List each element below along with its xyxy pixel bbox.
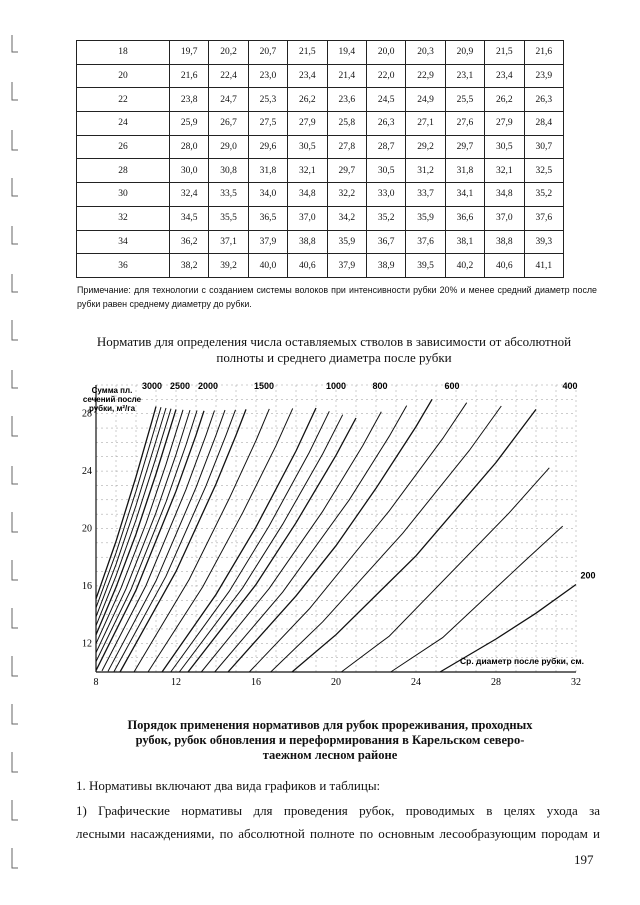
table-cell: 24,9 (406, 88, 445, 112)
table-cell: 29,2 (406, 135, 445, 159)
table-cell: 41,1 (524, 254, 563, 278)
table-row-header: 22 (77, 88, 170, 112)
table-cell: 30,5 (288, 135, 327, 159)
y-axis-label: Сумма пл. сечений после рубки, м²/га (82, 386, 142, 413)
table-cell: 38,8 (485, 230, 524, 254)
table-cell: 30,7 (524, 135, 563, 159)
table-cell: 25,8 (327, 112, 366, 136)
table-cell: 23,1 (445, 64, 484, 88)
table-cell: 37,0 (288, 206, 327, 230)
curve-label: 2000 (197, 381, 219, 391)
table-cell: 29,7 (445, 135, 484, 159)
table-cell: 26,7 (209, 112, 248, 136)
table-cell: 34,8 (288, 183, 327, 207)
table-cell: 29,7 (327, 159, 366, 183)
chart-title: Норматив для определения числа оставляемых стволов в зависимости от абсолютной полноты и среднего диаметра после рубки (96, 334, 572, 365)
table-row-header: 36 (77, 254, 170, 278)
table-cell: 39,2 (209, 254, 248, 278)
table-cell: 40,6 (288, 254, 327, 278)
x-tick-label: 20 (331, 677, 341, 688)
table-cell: 23,9 (524, 64, 563, 88)
table-cell: 39,5 (406, 254, 445, 278)
table-cell: 31,8 (445, 159, 484, 183)
table-cell: 27,6 (445, 112, 484, 136)
x-tick-label: 24 (411, 677, 421, 688)
table-cell: 23,0 (248, 64, 287, 88)
table-cell: 23,6 (327, 88, 366, 112)
curve-label: 3000 (141, 381, 163, 391)
table-cell: 37,1 (209, 230, 248, 254)
curve-label: 2500 (169, 381, 191, 391)
table-cell: 24,7 (209, 88, 248, 112)
table-cell: 21,5 (485, 41, 524, 65)
table-cell: 26,3 (524, 88, 563, 112)
y-tick-label: 12 (82, 638, 92, 650)
table-cell: 35,5 (209, 206, 248, 230)
x-tick-label: 8 (93, 677, 99, 688)
table-cell: 37,6 (524, 206, 563, 230)
curve-intermediate (148, 408, 293, 672)
table-cell: 36,7 (366, 230, 405, 254)
table-cell: 33,7 (406, 183, 445, 207)
table-cell: 26,2 (288, 88, 327, 112)
table-row-header: 18 (77, 41, 170, 65)
table-cell: 25,3 (248, 88, 287, 112)
x-axis-label: Ср. диаметр после рубки, см. (460, 656, 584, 666)
table-cell: 32,1 (288, 159, 327, 183)
table-cell: 34,1 (445, 183, 484, 207)
table-cell: 20,3 (406, 41, 445, 65)
table-cell: 30,8 (209, 159, 248, 183)
paragraph-3: лесными насаждениями, по абсолютной полноте по основным лесообразующим породам и (76, 826, 600, 841)
table-cell: 27,5 (248, 112, 287, 136)
table-cell: 20,9 (445, 41, 484, 65)
table-cell: 39,3 (524, 230, 563, 254)
table-cell: 38,9 (366, 254, 405, 278)
curve-label: 800 (372, 381, 388, 391)
x-tick-label: 12 (171, 677, 181, 688)
table-note: Примечание: для технологии с созданием системы волоков при интенсивности рубки 20% и менее средний диаметр после рубки равен среднему диаметру до рубки. (77, 285, 597, 309)
curve-label: 400 (562, 381, 578, 391)
table-row-header: 20 (77, 64, 170, 88)
table-cell: 34,8 (485, 183, 524, 207)
curve-intermediate (108, 410, 225, 671)
table-cell: 35,9 (406, 206, 445, 230)
table-cell: 32,5 (524, 159, 563, 183)
curve-label: 1500 (253, 381, 275, 391)
table-cell: 28,4 (524, 112, 563, 136)
table-row-header: 28 (77, 159, 170, 183)
table-cell: 19,4 (327, 41, 366, 65)
table-cell: 23,4 (288, 64, 327, 88)
x-tick-label: 32 (571, 677, 581, 688)
table-cell: 26,2 (485, 88, 524, 112)
table-cell: 30,5 (366, 159, 405, 183)
curve-label: 200 (580, 570, 596, 581)
table-cell: 23,8 (170, 88, 209, 112)
table-cell: 36,2 (170, 230, 209, 254)
table-cell: 33,5 (209, 183, 248, 207)
curve-intermediate (341, 468, 549, 672)
table-cell: 26,3 (366, 112, 405, 136)
curve-intermediate (114, 410, 236, 672)
table-cell: 37,9 (327, 254, 366, 278)
table-cell: 30,5 (485, 135, 524, 159)
table-cell: 22,4 (209, 64, 248, 88)
table-cell: 32,2 (327, 183, 366, 207)
curve-intermediate (271, 406, 502, 672)
table-cell: 30,0 (170, 159, 209, 183)
y-tick-label: 16 (82, 580, 92, 592)
curve-intermediate (249, 403, 466, 672)
x-tick-label: 28 (491, 677, 501, 688)
table-cell: 34,2 (327, 206, 366, 230)
table-cell: 27,9 (485, 112, 524, 136)
table-cell: 27,1 (406, 112, 445, 136)
table-cell: 20,0 (366, 41, 405, 65)
table-cell: 21,4 (327, 64, 366, 88)
x-tick-label: 16 (251, 677, 261, 688)
table-cell: 20,7 (248, 41, 287, 65)
table-cell: 21,6 (170, 64, 209, 88)
curve-intermediate (201, 412, 381, 672)
table-cell: 25,5 (445, 88, 484, 112)
y-tick-label: 28 (82, 408, 92, 420)
table-cell: 19,7 (170, 41, 209, 65)
table-cell: 37,0 (485, 206, 524, 230)
table-cell: 35,9 (327, 230, 366, 254)
table-cell: 40,2 (445, 254, 484, 278)
table-cell: 38,8 (288, 230, 327, 254)
paragraph-2: 1) Графические нормативы для проведения рубок, проводимых в целях ухода за (76, 803, 600, 818)
section-heading: Порядок применения нормативов для рубок прореживания, проходных рубок, рубок обновления и переформирования в Карельском северо-таежном лесном районе (127, 718, 533, 762)
table-cell: 28,7 (366, 135, 405, 159)
table-row-header: 26 (77, 135, 170, 159)
curve-400 (292, 409, 536, 672)
table-cell: 36,5 (248, 206, 287, 230)
table-cell: 25,9 (170, 112, 209, 136)
table-cell: 31,2 (406, 159, 445, 183)
curve-label: 600 (444, 381, 460, 391)
table-cell: 24,5 (366, 88, 405, 112)
table-cell: 35,2 (524, 183, 563, 207)
table-cell: 32,4 (170, 183, 209, 207)
table-cell: 29,6 (248, 135, 287, 159)
table-cell: 40,6 (485, 254, 524, 278)
table-cell: 29,0 (209, 135, 248, 159)
table-cell: 32,1 (485, 159, 524, 183)
table-cell: 34,5 (170, 206, 209, 230)
table-cell: 23,4 (485, 64, 524, 88)
table-cell: 34,0 (248, 183, 287, 207)
curve-intermediate (171, 411, 330, 672)
table-cell: 38,2 (170, 254, 209, 278)
table-cell: 20,2 (209, 41, 248, 65)
table-cell: 22,9 (406, 64, 445, 88)
table-cell: 37,9 (248, 230, 287, 254)
y-tick-label: 24 (82, 466, 92, 478)
paragraph-1: 1. Нормативы включают два вида графиков и таблицы: (76, 778, 381, 793)
table-row-header: 24 (77, 112, 170, 136)
table-row-header: 30 (77, 183, 170, 207)
curve-intermediate (96, 408, 166, 617)
table-cell: 27,8 (327, 135, 366, 159)
table-cell: 21,5 (288, 41, 327, 65)
table-row-header: 34 (77, 230, 170, 254)
curve-label: 1000 (325, 381, 347, 391)
page-number: 197 (574, 852, 594, 867)
y-tick-label: 20 (82, 523, 92, 535)
table-cell: 38,1 (445, 230, 484, 254)
table-cell: 22,0 (366, 64, 405, 88)
table-cell: 27,9 (288, 112, 327, 136)
table-cell: 28,0 (170, 135, 209, 159)
table-cell: 31,8 (248, 159, 287, 183)
curve-800 (188, 418, 356, 672)
table-cell: 36,6 (445, 206, 484, 230)
table-cell: 35,2 (366, 206, 405, 230)
table-row-header: 32 (77, 206, 170, 230)
table-cell: 33,0 (366, 183, 405, 207)
curve-intermediate (215, 406, 407, 672)
table-cell: 37,6 (406, 230, 445, 254)
table-cell: 40,0 (248, 254, 287, 278)
table-cell: 21,6 (524, 41, 563, 65)
